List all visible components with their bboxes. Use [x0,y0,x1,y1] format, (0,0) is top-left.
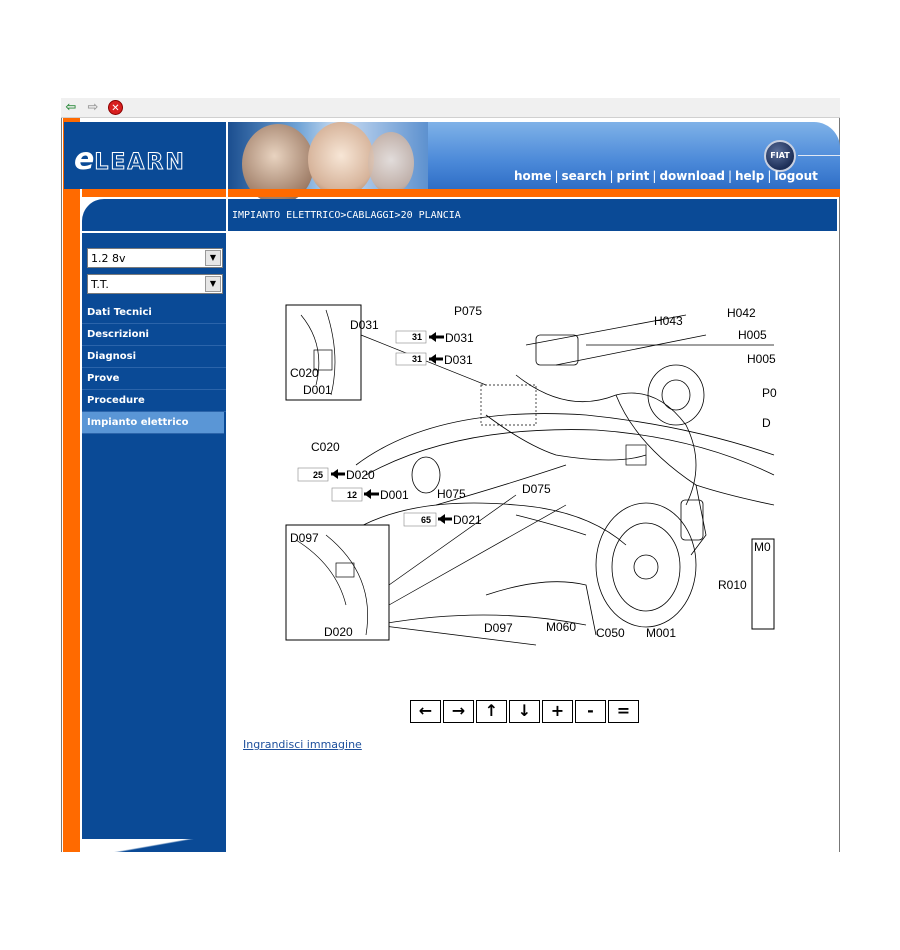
logo-text: LEARN [94,150,186,175]
photo-person [368,132,414,194]
svg-text:H043: H043 [654,314,683,328]
header-photo [228,122,428,189]
chevron-down-icon[interactable]: ▼ [205,276,221,292]
svg-text:H005: H005 [738,328,767,342]
svg-text:31: 31 [412,354,423,364]
svg-text:H005: H005 [747,352,776,366]
browser-toolbar [61,98,840,118]
sidebar-footer [82,839,226,852]
sidebar [82,233,226,839]
svg-text:R010: R010 [718,578,747,592]
svg-text:H042: H042 [727,306,756,320]
svg-text:D097: D097 [484,621,513,635]
engine-select[interactable] [87,248,223,268]
breadcrumb-bar [228,199,837,231]
fiat-logo-icon: FIAT [764,140,796,172]
nav-separator: | [609,169,614,183]
svg-text:M060: M060 [546,620,577,634]
svg-text:M0: M0 [754,540,771,554]
svg-text:31: 31 [412,332,423,342]
back-arrow-icon[interactable]: ⇦ [65,100,77,115]
breadcrumb: IMPIANTO ELETTRICO>CABLAGGI>20 PLANCIA [232,210,461,221]
svg-text:12: 12 [347,490,358,500]
top-navigation [514,169,818,183]
svg-text:D: D [762,416,771,430]
nav-separator: | [727,169,732,183]
nav-help-link[interactable]: help [735,169,765,183]
svg-text:M001: M001 [646,626,677,640]
svg-text:C020: C020 [290,366,319,380]
sidebar-item-dati-tecnici[interactable]: Dati Tecnici [82,302,226,324]
header-banner [228,122,840,189]
main-content [228,233,837,852]
zoom-in-button[interactable]: + [542,700,573,723]
nav-print-link[interactable]: print [616,169,650,183]
orange-left-stripe [63,118,80,852]
zoom-out-button[interactable]: - [575,700,606,723]
breadcrumb-corner [82,199,226,231]
svg-text:H075: H075 [437,487,466,501]
sidebar-item-descrizioni[interactable]: Descrizioni [82,324,226,346]
wiring-diagram-image[interactable] [286,304,777,645]
nav-download-link[interactable]: download [659,169,725,183]
pan-right-button[interactable]: → [443,700,474,723]
nav-separator: | [652,169,657,183]
svg-text:D031: D031 [445,331,474,345]
enlarge-image-link[interactable]: Ingrandisci immagine [243,738,362,751]
reset-zoom-button[interactable]: = [608,700,639,723]
chevron-down-icon[interactable]: ▼ [205,250,221,266]
nav-separator: | [767,169,772,183]
pan-up-button[interactable]: ↑ [476,700,507,723]
logo-panel [64,122,226,189]
nav-logout-link[interactable]: logout [774,169,818,183]
svg-text:D020: D020 [324,625,353,639]
elearn-logo[interactable] [74,142,186,177]
nav-search-link[interactable]: search [561,169,607,183]
svg-text:C020: C020 [311,440,340,454]
svg-text:D021: D021 [453,513,482,527]
orange-divider-band [63,189,840,197]
sidebar-item-prove[interactable]: Prove [82,368,226,390]
pan-down-button[interactable]: ↓ [509,700,540,723]
svg-text:D020: D020 [346,468,375,482]
band-gap [80,189,82,197]
badge-line [798,155,840,156]
logo-e: e [74,142,95,177]
category-select[interactable] [87,274,223,294]
forward-arrow-icon[interactable]: ⇨ [87,100,99,115]
sidebar-item-procedure[interactable]: Procedure [82,390,226,412]
sidebar-menu [82,302,226,434]
pan-left-button[interactable]: ← [410,700,441,723]
svg-text:D001: D001 [303,383,332,397]
engine-select-value: 1.2 8v [91,252,126,265]
sidebar-item-impianto-elettrico[interactable]: Impianto elettrico [82,412,224,434]
svg-text:D031: D031 [350,318,379,332]
nav-home-link[interactable]: home [514,169,552,183]
svg-text:C050: C050 [596,626,625,640]
band-gap [226,189,228,197]
svg-text:P0: P0 [762,386,777,400]
wiring-diagram-svg [286,304,777,645]
stop-icon[interactable]: ✕ [108,100,123,115]
nav-separator: | [554,169,559,183]
svg-text:D001: D001 [380,488,409,502]
category-select-value: T.T. [91,278,109,291]
svg-text:65: 65 [421,515,432,525]
svg-text:P075: P075 [454,304,483,318]
photo-person [308,122,374,197]
svg-text:25: 25 [313,470,324,480]
svg-text:D097: D097 [290,531,319,545]
svg-text:D075: D075 [522,482,551,496]
sidebar-item-diagnosi[interactable]: Diagnosi [82,346,226,368]
svg-text:D031: D031 [444,353,473,367]
